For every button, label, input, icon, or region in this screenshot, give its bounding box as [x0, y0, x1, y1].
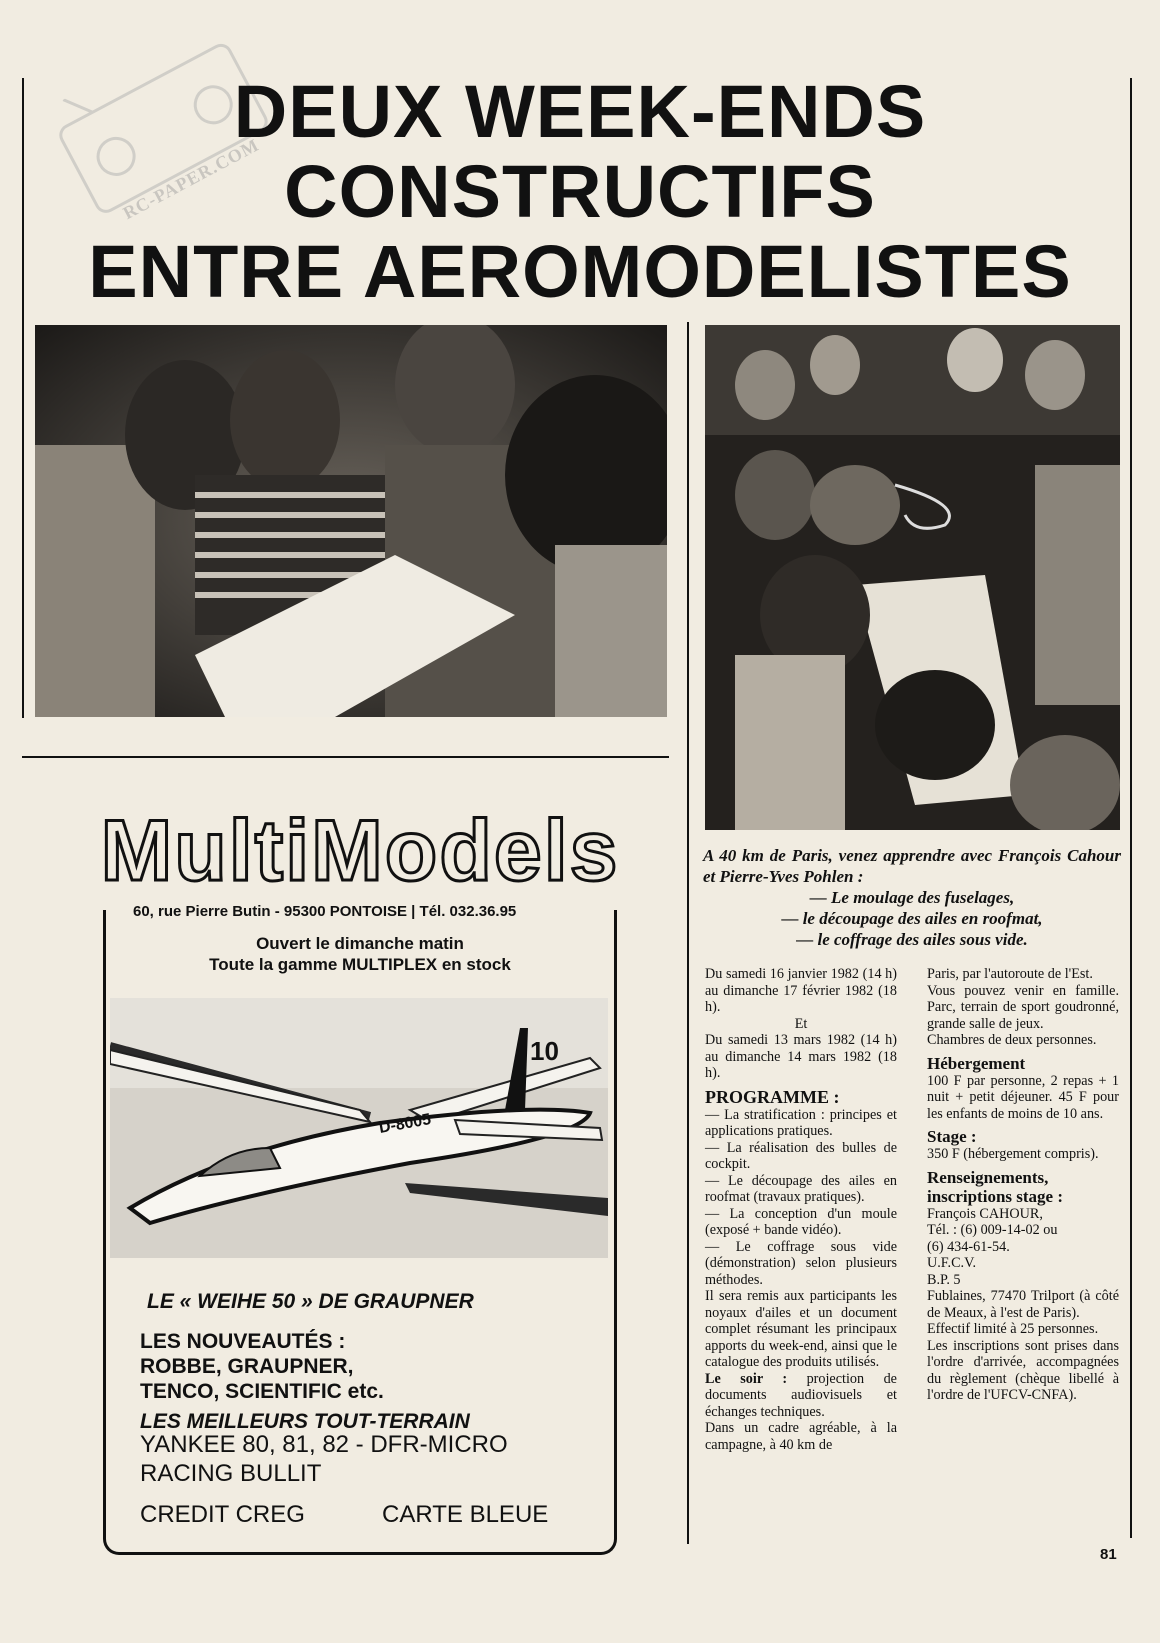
intro-line-3: — le coffrage des ailes sous vide.: [796, 930, 1028, 949]
watermark-text: RC-PAPER.COM: [119, 134, 263, 224]
cadre-paragraph: Dans un cadre agréable, à la campagne, à 40 km de: [705, 1420, 897, 1453]
soir-label: Le soir :: [705, 1370, 788, 1387]
inscriptions-paragraph: Les inscriptions sont prises dans l'ordre d'arrivée, accompagnées du règlement (chèque libellé à l'ordre de l'UFCV-CNFA).: [927, 1337, 1119, 1403]
ad-nouveautes-brands-2: TENCO, SCIENTIFIC etc.: [140, 1380, 384, 1403]
rens-line-3: (6) 434-61-54.: [927, 1238, 1010, 1255]
photo-group-reading-plans: [35, 325, 667, 717]
glider-registration: D-8005: [377, 1111, 433, 1137]
soir-text: projection de documents audiovisuels et échanges techniques.: [705, 1370, 897, 1420]
renseignements-heading: Renseignements, inscriptions stage :: [927, 1167, 1063, 1206]
paris-line: Paris, par l'autoroute de l'Est.: [927, 966, 1093, 982]
article-column-1: [705, 966, 897, 1453]
column-divider-rule: [687, 322, 689, 1544]
dates-et: Et: [794, 1015, 808, 1032]
headline-line-3: ENTRE AEROMODELISTES: [88, 230, 1072, 313]
hebergement-heading: Hébergement: [927, 1053, 1026, 1073]
headline-line-2: CONSTRUCTIFS: [284, 150, 876, 233]
ad-tout-terrain-1: YANKEE 80, 81, 82 - DFR-MICRO: [140, 1431, 508, 1458]
brand-text: MultiModels: [100, 808, 620, 899]
ad-weihe: LE « WEIHE 50 » DE GRAUPNER: [147, 1290, 474, 1313]
rens-line-4: U.F.C.V.: [927, 1255, 977, 1271]
left-border-rule: [22, 78, 24, 718]
article-intro: [703, 845, 1121, 950]
ad-nouveautes-title: LES NOUVEAUTÉS :: [140, 1330, 346, 1353]
programme-heading: PROGRAMME :: [705, 1086, 840, 1107]
right-border-rule: [1130, 78, 1132, 1538]
hebergement-text: 100 F par personne, 2 repas + 1 nuit + petit déjeuner. 45 F pour les enfants de moins de 10 ans.: [927, 1072, 1119, 1122]
article-column-2: [927, 966, 1119, 1404]
rens-line-2: Tél. : (6) 009-14-02 ou: [927, 1222, 1058, 1238]
soir-paragraph: [705, 1371, 897, 1421]
programme-item-5: — Le coffrage sous vide (démonstration) selon plusieurs méthodes.: [705, 1238, 897, 1288]
ad-open-line: Ouvert le dimanche matin: [256, 934, 464, 953]
dates-first-weekend: Du samedi 16 janvier 1982 (14 h) au dimanche 17 février 1982 (18 h).: [705, 966, 897, 1015]
chambres-paragraph: Chambres de deux personnes.: [927, 1032, 1097, 1048]
ad-carte-bleue: CARTE BLEUE: [382, 1501, 549, 1528]
ad-tout-terrain-2: RACING BULLIT: [140, 1460, 322, 1487]
remis-paragraph: Il sera remis aux participants les noyaux d'ailes et un document complet résumant les principaux apports du week-end, ainsi que le catalogue des produits utilisés.: [705, 1288, 897, 1370]
headline-line-1: DEUX WEEK-ENDS: [233, 70, 927, 153]
rens-line-6: Fublaines, 77470 Trilport (à côté de Meaux, à l'est de Paris).: [927, 1288, 1119, 1321]
glider-number: 10: [530, 1036, 559, 1066]
dates-second-weekend: Du samedi 13 mars 1982 (14 h) au dimanche 14 mars 1982 (18 h).: [705, 1032, 897, 1081]
stage-heading: Stage :: [927, 1127, 977, 1146]
headline: [30, 72, 1130, 312]
photo-workshop-table: [705, 325, 1120, 830]
glider-photo: [110, 998, 608, 1258]
famille-paragraph: Vous pouvez venir en famille. Parc, terrain de sport goudronné, grande salle de jeux.: [927, 982, 1119, 1032]
ad-credit-creg: CREDIT CREG: [140, 1501, 305, 1528]
effectif-paragraph: Effectif limité à 25 personnes.: [927, 1321, 1099, 1337]
programme-item-4: — La conception d'un moule (exposé + bande vidéo).: [705, 1205, 897, 1238]
programme-item-2: — La réalisation des bulles de cockpit.: [705, 1139, 897, 1172]
multimodels-logo: [100, 808, 620, 903]
programme-item-1: — La stratification : principes et applications pratiques.: [705, 1106, 897, 1139]
stage-text: 350 F (hébergement compris).: [927, 1146, 1099, 1162]
programme-item-3: — Le découpage des ailes en roofmat (travaux pratiques).: [705, 1172, 897, 1205]
ad-address: 60, rue Pierre Butin - 95300 PONTOISE | Tél. 032.36.95: [133, 903, 517, 920]
ad-tout-terrain-title: LES MEILLEURS TOUT-TERRAIN: [140, 1410, 470, 1433]
ad-top-rule: [22, 756, 669, 758]
intro-line-2: — le découpage des ailes en roofmat,: [781, 909, 1043, 928]
rens-line-5: B.P. 5: [927, 1271, 961, 1288]
intro-paragraph: A 40 km de Paris, venez apprendre avec François Cahour et Pierre-Yves Pohlen :: [703, 846, 1121, 886]
rens-line-1: François CAHOUR,: [927, 1205, 1043, 1222]
ad-range-line: Toute la gamme MULTIPLEX en stock: [209, 955, 511, 974]
intro-line-1: — Le moulage des fuselages,: [809, 888, 1015, 907]
ad-nouveautes-brands-1: ROBBE, GRAUPNER,: [140, 1355, 354, 1378]
page-number: 81: [1100, 1546, 1117, 1563]
